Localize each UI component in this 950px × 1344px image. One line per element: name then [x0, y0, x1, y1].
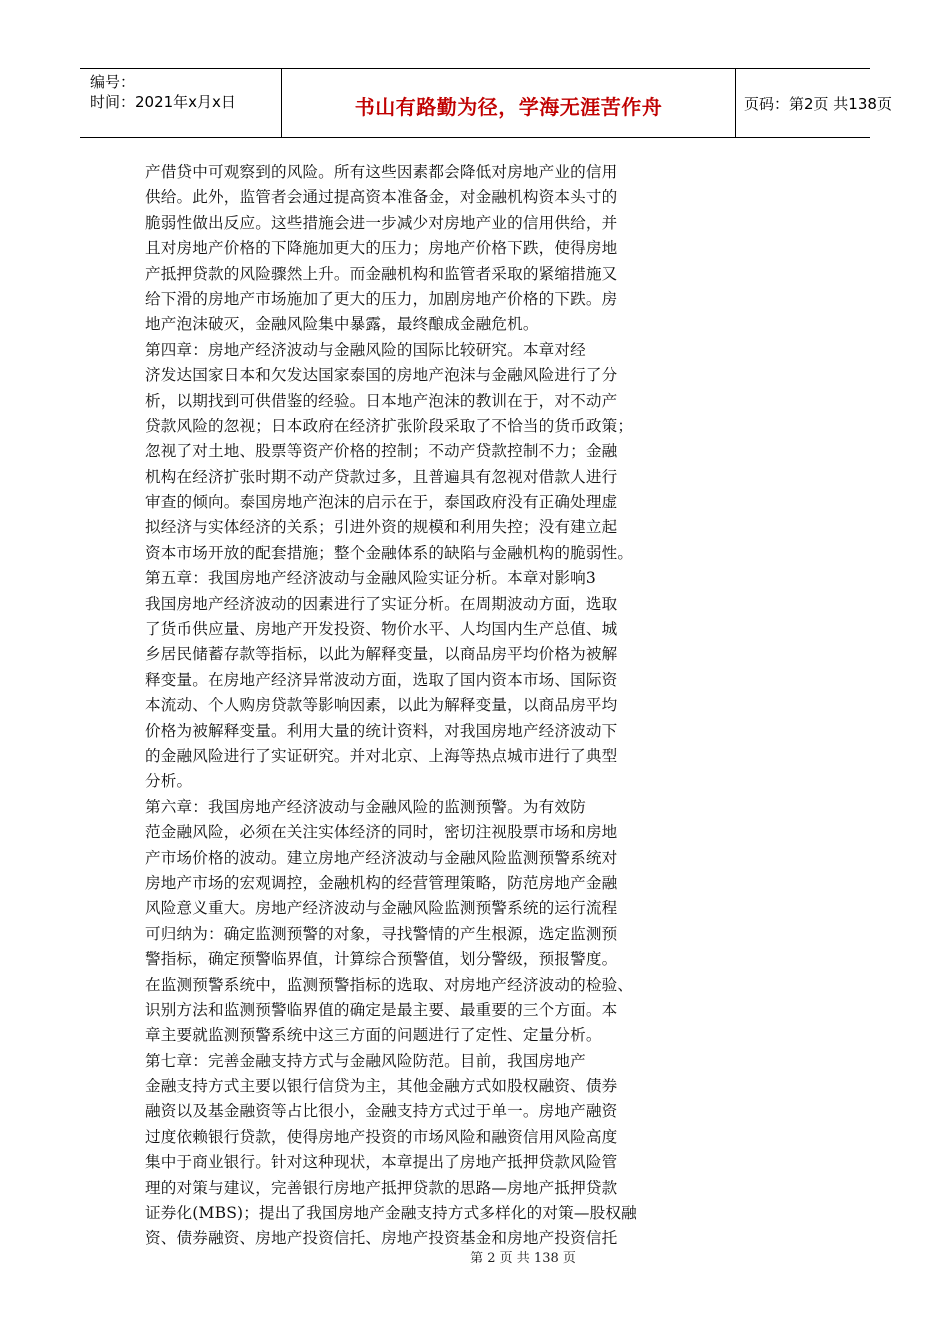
document-number-label: 编号：	[90, 73, 136, 91]
header-motto-cell	[282, 69, 736, 137]
body-text-line: 第四章：房地产经济波动与金融风险的国际比较研究。本章对经	[145, 340, 586, 359]
body-text-line: 乡居民储蓄存款等指标，以此为解释变量，以商品房平均价格为被解	[145, 645, 618, 664]
body-text-line: 济发达国家日本和欠发达国家泰国的房地产泡沫与金融风险进行了分	[145, 366, 618, 385]
body-text-line: 金融支持方式主要以银行信贷为主，其他金融方式如股权融资、债券	[145, 1077, 618, 1096]
body-text-line: 章主要就监测预警系统中这三方面的问题进行了定性、定量分析。	[145, 1026, 602, 1045]
body-text-line: 的金融风险进行了实证研究。并对北京、上海等热点城市进行了典型	[145, 746, 618, 765]
body-text-line: 风险意义重大。房地产经济波动与金融风险监测预警系统的运行流程	[145, 899, 618, 918]
header-page-info: 页码：第2页 共138页	[744, 95, 892, 113]
document-body	[145, 160, 665, 1252]
footer-page-number: 第 2 页 共 138 页	[470, 1251, 576, 1266]
body-text-line: 拟经济与实体经济的关系；引进外资的规模和利用失控；没有建立起	[145, 518, 618, 537]
body-text-line: 给下滑的房地产市场施加了更大的压力，加剧房地产价格的下跌。房	[145, 289, 618, 308]
body-text-line: 可归纳为：确定监测预警的对象，寻找警情的产生根源，选定监测预	[145, 924, 618, 943]
body-text-line: 理的对策与建议，完善银行房地产抵押贷款的思路—房地产抵押贷款	[145, 1178, 618, 1197]
body-text-line: 了货币供应量、房地产开发投资、物价水平、人均国内生产总值、城	[145, 620, 618, 639]
body-text-line: 房地产市场的宏观调控，金融机构的经营管理策略，防范房地产金融	[145, 873, 618, 892]
body-text-line: 产抵押贷款的风险骤然上升。而金融机构和监管者采取的紧缩措施又	[145, 264, 618, 283]
document-date-label: 时间：2021年x月x日	[90, 93, 236, 111]
body-text-line: 地产泡沫破灭，金融风险集中暴露，最终酿成金融危机。	[145, 315, 539, 334]
body-text-line: 机构在经济扩张时期不动产贷款过多，且普遍具有忽视对借款人进行	[145, 467, 618, 486]
body-text-line: 识别方法和监测预警临界值的确定是最主要、最重要的三个方面。本	[145, 1000, 618, 1019]
body-text-line: 分析。	[145, 772, 193, 791]
body-text-line: 贷款风险的忽视；日本政府在经济扩张阶段采取了不恰当的货币政策；	[145, 416, 634, 435]
body-text-line: 第五章：我国房地产经济波动与金融风险实证分析。本章对影响3	[145, 569, 596, 588]
body-text-line: 本流动、个人购房贷款等影响因素，以此为解释变量，以商品房平均	[145, 696, 618, 715]
body-text-line: 产借贷中可观察到的风险。所有这些因素都会降低对房地产业的信用	[145, 163, 618, 181]
body-text-line: 我国房地产经济波动的因素进行了实证分析。在周期波动方面，选取	[145, 594, 618, 613]
body-text-line: 集中于商业银行。针对这种现状，本章提出了房地产抵押贷款风险管	[145, 1153, 618, 1172]
body-text-line: 资本市场开放的配套措施；整个金融体系的缺陷与金融机构的脆弱性。	[145, 543, 634, 562]
header-motto: 书山有路勤为径，学海无涯苦作舟	[354, 95, 663, 119]
page-header	[80, 68, 892, 138]
body-text-line: 析，以期找到可供借鉴的经验。日本地产泡沫的教训在于，对不动产	[145, 391, 618, 410]
page-footer	[0, 1247, 950, 1266]
body-text-line: 且对房地产价格的下降施加更大的压力；房地产价格下跌，使得房地	[145, 239, 618, 258]
body-text-line: 过度依赖银行贷款，使得房地产投资的市场风险和融资信用风险高度	[145, 1127, 618, 1146]
header-meta-cell	[80, 69, 282, 137]
body-text-line: 价格为被解释变量。利用大量的统计资料，对我国房地产经济波动下	[145, 721, 618, 740]
body-text-line: 融资以及基金融资等占比很小，金融支持方式过于单一。房地产融资	[145, 1102, 618, 1121]
body-text-line: 在监测预警系统中，监测预警指标的选取、对房地产经济波动的检验、	[145, 975, 634, 994]
body-text-line: 审查的倾向。泰国房地产泡沫的启示在于，泰国政府没有正确处理虚	[145, 493, 618, 512]
body-text-line: 证券化(MBS)；提出了我国房地产金融支持方式多样化的对策—股权融	[145, 1204, 637, 1223]
body-text-line: 第七章：完善金融支持方式与金融风险防范。目前，我国房地产	[145, 1051, 586, 1070]
body-text-line: 供给。此外，监管者会通过提高资本准备金，对金融机构资本头寸的	[145, 188, 618, 207]
body-text-line: 资、债券融资、房地产投资信托、房地产投资基金和房地产投资信托	[145, 1229, 618, 1248]
body-text-line: 忽视了对土地、股票等资产价格的控制；不动产贷款控制不力；金融	[145, 442, 618, 461]
body-text-line: 脆弱性做出反应。这些措施会进一步减少对房地产业的信用供给，并	[145, 213, 618, 232]
body-text-line: 警指标，确定预警临界值，计算综合预警值，划分警级，预报警度。	[145, 950, 618, 969]
body-text-line: 范金融风险，必须在关注实体经济的同时，密切注视股票市场和房地	[145, 823, 618, 842]
header-page-cell	[736, 69, 892, 137]
body-text-line: 产市场价格的波动。建立房地产经济波动与金融风险监测预警系统对	[145, 848, 618, 867]
body-text-line: 第六章：我国房地产经济波动与金融风险的监测预警。为有效防	[145, 797, 586, 816]
body-text-line: 释变量。在房地产经济异常波动方面，选取了国内资本市场、国际资	[145, 670, 618, 689]
